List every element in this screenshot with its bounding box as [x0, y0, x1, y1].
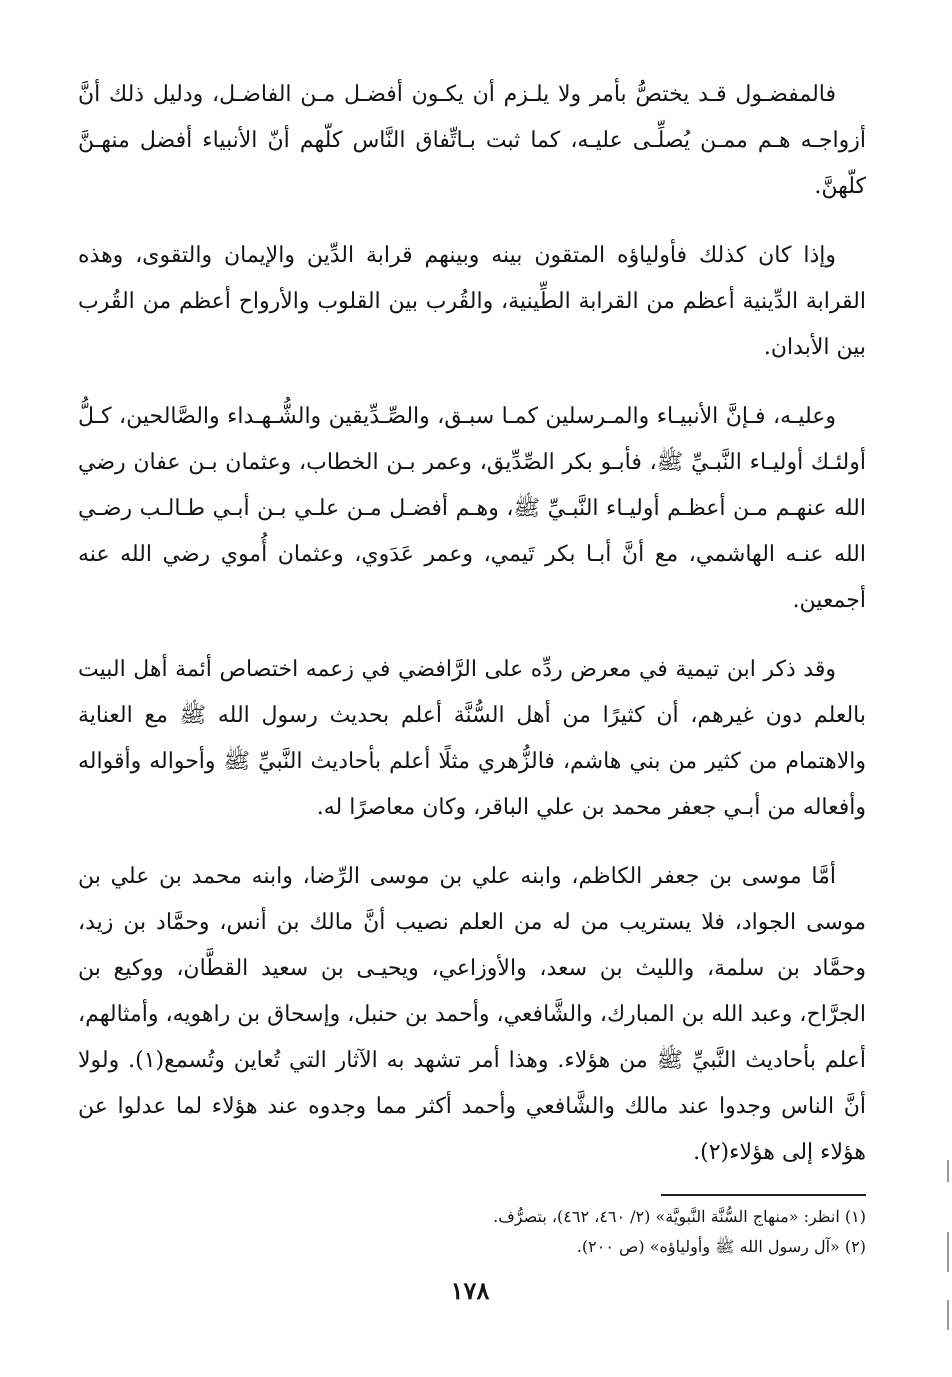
- scan-edge-mark: [947, 1160, 949, 1182]
- footnote-2: (٢) «آل رسول الله ﷺ وأولياؤه» (ص ٢٠٠).: [576, 1237, 866, 1256]
- page-number: ١٧٨: [450, 1276, 490, 1305]
- paragraph-4: وقد ذكر ابن تيمية في معرض ردِّه على الرَّافضي في زعمه اختصاص أئمة أهل البيت بالعلم دون غيرهم، أن كثيرًا من أهل السُّنَّة أعلم بحديث رسول الله ﷺ مع العناية والاهتمام من كثير من بني هاشم، فالزُّهري مثلًا أعلم بأحاديث النَّبيِّ ﷺ وأحواله وأقواله وأفعاله من أبـي جعفر محمد بن علي الباقر، وكان معاصرًا له.: [78, 657, 866, 820]
- paragraph-2: وإذا كان كذلك فأولياؤه المتقون بينه وبينهم قرابة الدِّين والإيمان والتقوى، وهذه القرابة الدِّينية أعظم من القرابة الطِّينية، والقُرب بين القلوب والأرواح أعظم من القُرب بين الأبدان.: [78, 243, 866, 360]
- paragraph-5: أمَّا موسى بن جعفر الكاظم، وابنه علي بن موسى الرِّضا، وابنه محمد بن علي بن موسى الجواد، فلا يستريب من له من العلم نصيب أنَّ مالك بن أنس، وحمَّاد بن زيد، وحمَّاد بن سلمة، والليث بن سعد، والأوزاعي، ويحيـى بن سعيد القطَّان، ووكيع بن الجرَّاح، وعبد الله بن المبارك، والشَّافعي، وأحمد بن حنبل، وإسحاق بن راهويه، وأمثالهم، أعلم بأحاديث النَّبيِّ ﷺ من هؤلاء. وهذا أمر تشهد به الآثار التي تُعاين وتُسمع(١). ولولا أنَّ الناس وجدوا عند مالك والشَّافعي وأحمد أكثر مما وجدوه عند هؤلاء لما عدلوا عن هؤلاء إلى هؤلاء(٢).: [78, 864, 867, 1165]
- scan-edge-mark: [947, 1232, 949, 1272]
- footnote-1: (١) انظر: «منهاج السُّنَّة النَّبويَّة» (٢/ ٤٦٠، ٤٦٢)، بتصرُّف.: [493, 1207, 866, 1226]
- scan-edge-mark: [947, 1300, 949, 1330]
- paragraph-3: وعليـه، فـإنَّ الأنبيـاء والمـرسلين كمـا سبـق، والصِّـدِّيقين والشُّـهـداء والصَّالحين، كـلُّ أولئـك أوليـاء النَّبـيِّ ﷺ، فأبـو بكر الصِّدِّيق، وعمر بـن الخطاب، وعثمان بـن عفان رضي الله عنهـم مـن أعظـم أوليـاء النَّبـيِّ ﷺ، وهـم أفضـل مـن علـي بـن أبـي طـالـب رضـي الله عنـه الهاشمي، مع أنَّ أبـا بكر تَيمي، وعمر عَدَوي، وعثمان أُموي رضي الله عنه أجمعين.: [78, 404, 866, 613]
- main-text-block: [78, 72, 866, 1199]
- footnotes-section: [300, 1194, 866, 1262]
- paragraph-1: فالمفضـول قـد يختصُّ بأمر ولا يلـزم أن يكـون أفضـل مـن الفاضـل، ودليل ذلك أنَّ أزواجـه هـم ممـن يُصلِّـى عليـه، كما ثبت بـاتِّفاق النَّاس كلّهم أنّ الأنبياء أفضل منهـنَّ كلّهنَّ.: [78, 82, 866, 199]
- footnote-separator-line: [661, 1194, 866, 1196]
